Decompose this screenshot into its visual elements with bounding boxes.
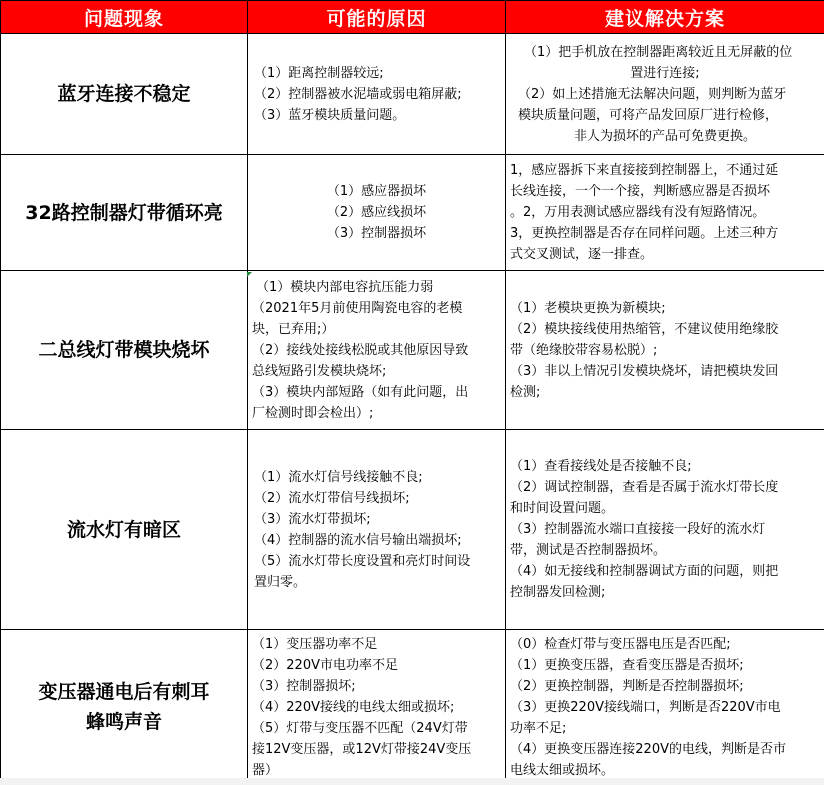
symptom-cell[interactable] xyxy=(1,155,248,271)
cause-line: （1）变压器功率不足 xyxy=(252,636,378,652)
cause-line: 总线短路引发模块烧坏; xyxy=(252,363,387,379)
solution-cell[interactable] xyxy=(506,630,824,785)
solution-line: （1）查看接线处是否接触不良; xyxy=(510,459,692,474)
cause-line: （1）模块内部电容抗压能力弱 xyxy=(256,279,434,295)
table-row xyxy=(1,155,824,271)
cause-cell[interactable] xyxy=(248,34,506,155)
cause-line: （1）流水灯信号线接触不良; xyxy=(254,469,423,485)
cause-cell[interactable] xyxy=(248,630,506,785)
cause-line: 厂检测时即会检出）; xyxy=(252,405,374,421)
solution-cell[interactable] xyxy=(506,155,824,271)
table-row xyxy=(1,630,824,785)
table-row xyxy=(1,271,824,430)
solution-line: （1）更换变压器，查看变压器是否损坏; xyxy=(510,657,744,673)
solution-line: 检测; xyxy=(510,384,541,400)
cause-line: （4）220V接线的电线太细或损坏; xyxy=(252,699,455,715)
solution-line: 长线连接，一个一个接，判断感应器是否损坏 xyxy=(510,184,771,199)
cause-line: （5）灯带与变压器不匹配（24V灯带 xyxy=(252,720,468,736)
cause-line: （2）控制器被水泥墙或弱电箱屏蔽; xyxy=(254,86,462,102)
symptom-text: 流水灯有暗区 xyxy=(66,518,181,541)
solution-line: 置进行连接; xyxy=(630,65,700,81)
cause-cell[interactable] xyxy=(248,430,506,630)
solution-line: （3）非以上情况引发模块烧坏，请把模块发回 xyxy=(510,363,779,379)
solution-line: （4）如无接线和控制器调试方面的问题，则把 xyxy=(510,564,779,579)
solution-line: （2）更换控制器，判断是否控制器损坏; xyxy=(510,678,744,694)
solution-cell[interactable] xyxy=(506,34,824,155)
solution-line: 带，测试是否控制器损坏。 xyxy=(510,543,667,558)
cause-line: （3）模块内部短路（如有此问题，出 xyxy=(252,384,469,400)
cause-cell[interactable] xyxy=(248,271,506,430)
cause-line: （2）220V市电功率不足 xyxy=(252,657,398,673)
solution-line: （1）把手机放在控制器距离较近且无屏蔽的位 xyxy=(524,44,793,60)
table-row xyxy=(1,34,824,155)
symptom-cell[interactable] xyxy=(1,630,248,785)
solution-line: 非人为损坏的产品可免费更换。 xyxy=(573,128,756,144)
cause-line: 器） xyxy=(252,762,279,778)
header-solution[interactable]: 建议解决方案 xyxy=(506,1,824,34)
cause-line: （1）距离控制器较远; xyxy=(254,65,384,81)
cause-line: （4）控制器的流水信号输出端损坏; xyxy=(254,532,462,548)
cause-line: 接12V变压器，或12V灯带接24V变压 xyxy=(252,741,472,757)
solution-line: 功率不足; xyxy=(510,720,567,736)
cause-line: （1）感应器损坏 xyxy=(326,184,427,199)
cause-cell[interactable] xyxy=(248,155,506,271)
solution-cell[interactable] xyxy=(506,271,824,430)
solution-line: 控制器发回检测; xyxy=(510,585,606,600)
symptom-text: 变压器通电后有刺耳 xyxy=(38,681,210,703)
solution-line: （2）调试控制器，查看是否属于流水灯带长度 xyxy=(510,480,779,495)
solution-line: 。2，万用表测试感应器线有没有短路情况。 xyxy=(510,205,766,220)
cause-line: （2021年5月前使用陶瓷电容的老模 xyxy=(252,300,463,316)
cause-line: （5）流水灯带长度设置和亮灯时间设 xyxy=(254,553,471,569)
solution-line: 带（绝缘胶带容易松脱）; xyxy=(510,342,658,358)
solution-line: 电线太细或损坏。 xyxy=(510,762,615,778)
solution-line: 模块质量问题，可将产品发回原厂进行检修， xyxy=(518,107,779,123)
solution-line: （3）更换220V接线端口，判断是否220V市电 xyxy=(510,699,781,715)
cause-line: （2）感应线损坏 xyxy=(326,205,427,220)
solution-line: （0）检查灯带与变压器电压是否匹配; xyxy=(510,636,731,652)
solution-cell[interactable] xyxy=(506,430,824,630)
symptom-text: 蜂鸣声音 xyxy=(85,711,162,733)
symptom-cell[interactable] xyxy=(1,430,248,630)
sheet-bottom-strip xyxy=(0,778,824,785)
cause-line: （3）控制器损坏; xyxy=(252,678,356,694)
table-row xyxy=(1,430,824,630)
symptom-cell[interactable] xyxy=(1,34,248,155)
symptom-text: 蓝牙连接不稳定 xyxy=(57,83,191,105)
symptom-text: 二总线灯带模块烧坏 xyxy=(38,339,210,361)
solution-line: （2）模块接线使用热缩管，不建议使用绝缘胶 xyxy=(510,321,779,337)
cause-line: （2）流水灯带信号线损坏; xyxy=(254,490,410,506)
solution-line: （2）如上述措施无法解决问题，则判断为蓝牙 xyxy=(518,86,787,102)
solution-line: 和时间设置问题。 xyxy=(510,501,615,516)
cause-line: （2）接线处接线松脱或其他原因导致 xyxy=(252,342,469,358)
cause-line: 块，已弃用;） xyxy=(252,321,335,337)
header-symptom[interactable]: 问题现象 xyxy=(1,1,248,34)
solution-line: 1，感应器拆下来直接接到控制器上，不通过延 xyxy=(510,163,779,178)
symptom-text: 32路控制器灯带循环亮 xyxy=(25,201,223,224)
cell-comment-marker xyxy=(247,272,252,277)
solution-line: 式交叉测试，逐一排查。 xyxy=(510,247,654,262)
solution-line: （1）老模块更换为新模块; xyxy=(510,300,666,316)
cause-line: 置归零。 xyxy=(254,574,307,590)
solution-line: 3，更换控制器是否存在同样问题。上述三种方 xyxy=(510,226,779,241)
cause-line: （3）流水灯带损坏; xyxy=(254,511,371,527)
solution-line: （3）控制器流水端口直接接一段好的流水灯 xyxy=(510,522,766,537)
header-row xyxy=(1,1,824,34)
cause-line: （3）蓝牙模块质量问题。 xyxy=(254,107,406,123)
symptom-cell[interactable] xyxy=(1,271,248,430)
solution-line: （4）更换变压器连接220V的电线，判断是否市 xyxy=(510,741,786,757)
cause-line: （3）控制器损坏 xyxy=(326,226,427,241)
header-cause[interactable]: 可能的原因 xyxy=(248,1,506,34)
